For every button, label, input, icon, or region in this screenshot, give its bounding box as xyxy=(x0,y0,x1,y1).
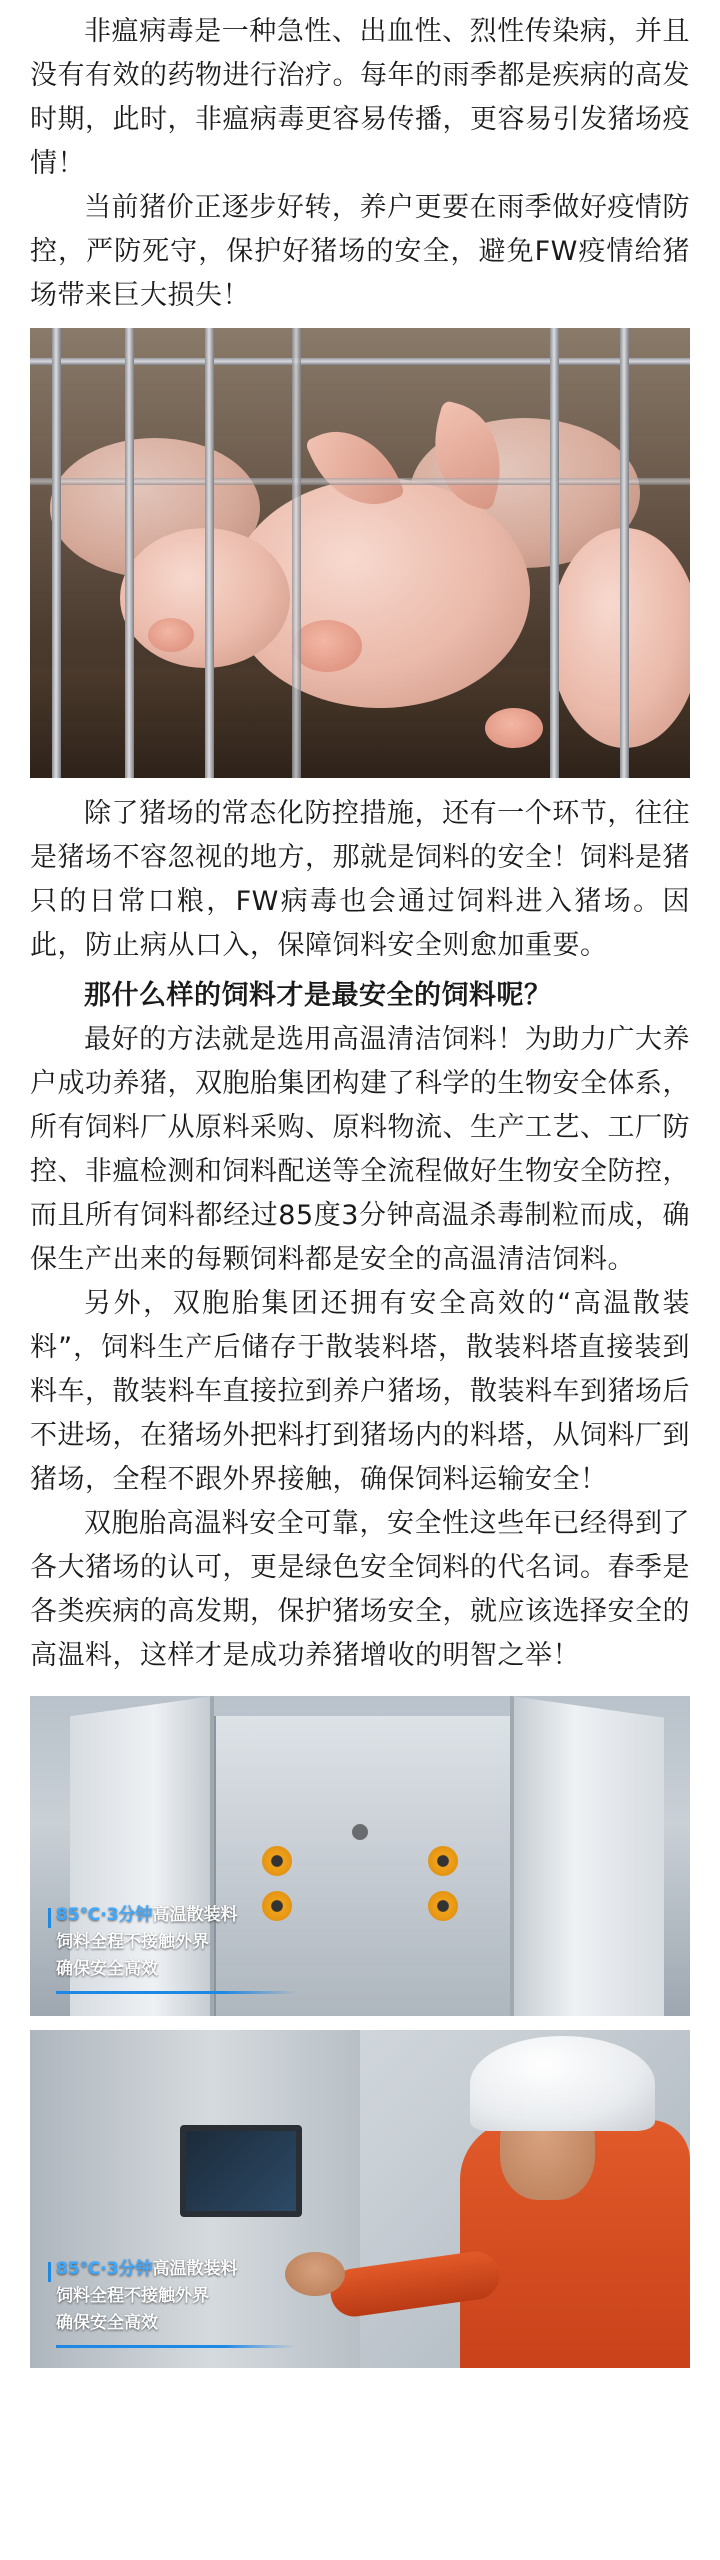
caption-underline xyxy=(56,1991,296,1994)
cage-bar-3 xyxy=(205,328,214,778)
conclusion-paragraph: 双胞胎高温料安全可靠，安全性这些年已经得到了各大猪场的认可，更是绿色安全饲料的代名词。春季是各类疾病的高发期，保护猪场安全，就应该选择安全的高温料，这样才是成功养猪增收的明智之举！ xyxy=(30,1508,690,1671)
caption-accent-bar xyxy=(48,1908,51,1928)
worker-helmet xyxy=(470,2036,655,2131)
video-play-dot xyxy=(352,1824,368,1840)
pig-main-snout xyxy=(292,620,362,672)
caption-line-2: 饲料全程不接触外界 xyxy=(56,2286,209,2306)
cage-bar-2 xyxy=(125,328,134,778)
control-panel-photo xyxy=(30,2030,690,2368)
cage-bar-6 xyxy=(620,328,629,778)
truck-fan-right-2 xyxy=(428,1891,458,1921)
caption-line-3: 确保安全高效 xyxy=(56,2313,158,2333)
caption-accent-text: 85℃·3分钟 xyxy=(56,2259,153,2279)
panel-photo-caption xyxy=(48,2256,296,2348)
caption-accent-bar xyxy=(48,2262,51,2282)
bulk-feed-paragraph: 另外，双胞胎集团还拥有安全高效的“高温散装料”，饲料生产后储存于散装料塔，散装料塔直接装到料车，散装料车直接拉到养户猪场，散装料车到猪场后不进场，在猪场外把料打到猪场内的料塔，从饲料厂到猪场，全程不跟外界接触，确保饲料运输安全！ xyxy=(30,1288,690,1495)
intro-paragraph-1: 非瘟病毒是一种急性、出血性、烈性传染病，并且没有有效的药物进行治疗。每年的雨季都是疾病的高发时期，此时，非瘟病毒更容易传播，更容易引发猪场疫情！ xyxy=(30,16,690,179)
truck-door-right xyxy=(510,1696,664,2016)
cage-bar-5 xyxy=(550,328,559,778)
caption-line-1-rest: 高温散装料 xyxy=(152,2259,238,2279)
article xyxy=(30,10,690,2368)
caption-underline xyxy=(56,2345,296,2348)
truck-fan-left-1 xyxy=(262,1846,292,1876)
intro-paragraph-2: 当前猪价正逐步好转，养户更要在雨季做好疫情防控，严防死守，保护好猪场的安全，避免FW疫情给猪场带来巨大损失！ xyxy=(30,192,690,311)
caption-line-1 xyxy=(56,1902,296,1929)
cage-bar-1 xyxy=(52,328,61,778)
pig-left-snout xyxy=(148,618,194,652)
section-heading: 那什么样的饲料才是最安全的饲料呢？ xyxy=(84,980,552,1011)
caption-line-3: 确保安全高效 xyxy=(56,1959,158,1979)
caption-line-1-rest: 高温散装料 xyxy=(152,1905,238,1925)
pig-right-snout xyxy=(485,708,543,748)
caption-line-2: 饲料全程不接触外界 xyxy=(56,1932,209,1952)
cage-bar-4 xyxy=(292,328,301,778)
pig-barn-photo xyxy=(30,328,690,778)
caption-accent-text: 85℃·3分钟 xyxy=(56,1905,153,1925)
feed-truck-photo xyxy=(30,1696,690,2016)
feed-safety-paragraph: 除了猪场的常态化防控措施，还有一个环节，往往是猪场不容忽视的地方，那就是饲料的安全！饲料是猪只的日常口粮，FW病毒也会通过饲料进入猪场。因此，防止病从口入，保障饲料安全则愈加重要。 xyxy=(30,798,690,961)
control-screen xyxy=(180,2125,302,2217)
truck-photo-caption xyxy=(48,1902,296,1994)
high-temp-feed-paragraph: 最好的方法就是选用高温清洁饲料！为助力广大养户成功养猪，双胞胎集团构建了科学的生物安全体系，所有饲料厂从原料采购、原料物流、生产工艺、工厂防控、非瘟检测和饲料配送等全流程做好生物安全防控，而且所有饲料都经过85度3分钟高温杀毒制粒而成，确保生产出来的每颗饲料都是安全的高温清洁饲料。 xyxy=(30,1024,690,1275)
truck-fan-right-1 xyxy=(428,1846,458,1876)
caption-line-1 xyxy=(56,2256,296,2283)
